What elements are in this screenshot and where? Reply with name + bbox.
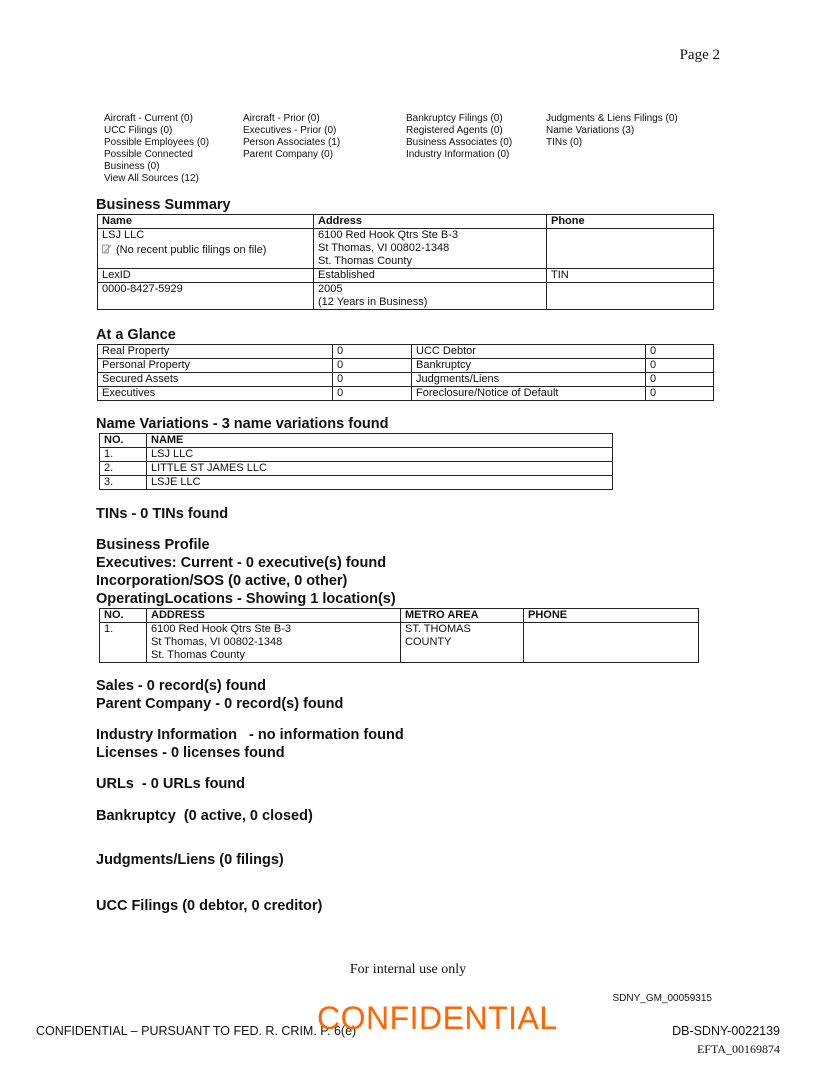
- source-link[interactable]: Judgments & Liens Filings (0): [546, 113, 678, 124]
- business-profile-heading: Business Profile: [96, 537, 210, 553]
- source-link[interactable]: Parent Company (0): [243, 149, 334, 160]
- sources-column-2: [243, 113, 340, 161]
- glance-label: Secured Assets: [98, 373, 333, 387]
- address-line: 6100 Red Hook Qtrs Ste B-3: [318, 229, 459, 241]
- filings-note: (No recent public filings on file): [116, 244, 267, 256]
- glance-value: 0: [646, 359, 714, 373]
- glance-label: Real Property: [98, 345, 333, 359]
- metro-line: COUNTY: [405, 636, 452, 648]
- header-address: Address: [314, 215, 547, 229]
- internal-use-note: For internal use only: [349, 962, 467, 977]
- operating-locations-heading: OperatingLocations - Showing 1 location(s): [96, 591, 396, 607]
- parent-company-heading: Parent Company - 0 record(s) found: [96, 696, 344, 712]
- source-link[interactable]: Industry Information (0): [406, 149, 510, 160]
- urls-heading: URLs - 0 URLs found: [96, 776, 246, 792]
- variation-name: LITTLE ST JAMES LLC: [147, 462, 613, 476]
- note-icon: [102, 244, 112, 254]
- source-link[interactable]: Person Associates (1): [243, 137, 341, 148]
- address-line: St Thomas, VI 00802-1348: [318, 242, 450, 254]
- industry-heading: Industry Information - no information found: [96, 727, 404, 743]
- business-phone-cell: [547, 229, 714, 269]
- header-name: NAME: [147, 434, 613, 448]
- glance-value: 0: [646, 345, 714, 359]
- sales-heading: Sales - 0 record(s) found: [96, 678, 267, 694]
- source-link[interactable]: Business (0): [104, 161, 160, 172]
- table-row: [100, 448, 613, 462]
- at-a-glance-table: [97, 344, 714, 401]
- glance-label: Judgments/Liens: [412, 373, 646, 387]
- label-tin: TIN: [547, 269, 714, 283]
- header-no: NO.: [100, 609, 147, 623]
- header-name: Name: [98, 215, 314, 229]
- header-no: NO.: [100, 434, 147, 448]
- glance-value: 0: [646, 373, 714, 387]
- years-in-business: (12 Years in Business): [318, 296, 428, 308]
- established-value: 2005: [318, 283, 343, 295]
- incorporation-heading: Incorporation/SOS (0 active, 0 other): [96, 573, 348, 589]
- row-number: 3.: [100, 476, 147, 490]
- variation-name: LSJE LLC: [147, 476, 613, 490]
- name-variations-heading: Name Variations - 3 name variations found: [96, 416, 389, 432]
- ucc-heading: UCC Filings (0 debtor, 0 creditor): [96, 898, 323, 914]
- confidential-stamp: CONFIDENTIAL: [317, 1000, 558, 1036]
- header-phone: PHONE: [524, 609, 699, 623]
- business-summary-heading: Business Summary: [96, 197, 231, 213]
- variation-name: LSJ LLC: [147, 448, 613, 462]
- business-summary-table: [97, 214, 714, 310]
- glance-label: UCC Debtor: [412, 345, 646, 359]
- location-address: [147, 623, 401, 663]
- efta-number: EFTA_00169874: [696, 1042, 780, 1056]
- source-link[interactable]: Executives - Prior (0): [243, 125, 337, 136]
- sources-column-4: [546, 113, 678, 149]
- header-address: ADDRESS: [147, 609, 401, 623]
- source-link[interactable]: Name Variations (3): [546, 125, 635, 136]
- glance-value: 0: [333, 345, 412, 359]
- label-lexid: LexID: [98, 269, 314, 283]
- source-link[interactable]: Possible Connected: [104, 149, 193, 160]
- judgments-heading: Judgments/Liens (0 filings): [96, 852, 284, 868]
- at-a-glance-heading: At a Glance: [96, 327, 176, 343]
- source-link[interactable]: UCC Filings (0): [104, 125, 173, 136]
- source-link[interactable]: TINs (0): [546, 137, 583, 148]
- business-address-cell: [314, 229, 547, 269]
- bates-number-2: DB-SDNY-0022139: [672, 1024, 780, 1038]
- operating-locations-table: [99, 608, 699, 663]
- row-number: 1.: [100, 623, 147, 663]
- licenses-heading: Licenses - 0 licenses found: [96, 745, 285, 761]
- glance-label: Executives: [98, 387, 333, 401]
- address-line: St. Thomas County: [151, 649, 245, 661]
- location-metro: [401, 623, 524, 663]
- row-number: 2.: [100, 462, 147, 476]
- tins-heading: TINs - 0 TINs found: [96, 506, 229, 522]
- confidential-notice: CONFIDENTIAL – PURSUANT TO FED. R. CRIM. P. 6(e): [36, 1024, 357, 1038]
- established-cell: [314, 283, 547, 310]
- business-name-cell: [98, 229, 314, 269]
- executives-heading: Executives: Current - 0 executive(s) found: [96, 555, 387, 571]
- bankruptcy-heading: Bankruptcy (0 active, 0 closed): [96, 808, 313, 824]
- bates-number: SDNY_GM_00059315: [612, 993, 712, 1004]
- source-link[interactable]: Bankruptcy Filings (0): [406, 113, 503, 124]
- glance-label: Foreclosure/Notice of Default: [412, 387, 646, 401]
- page-number: Page 2: [679, 47, 720, 63]
- label-established: Established: [314, 269, 547, 283]
- row-number: 1.: [100, 448, 147, 462]
- table-row: [100, 476, 613, 490]
- source-link[interactable]: Possible Employees (0): [104, 137, 210, 148]
- table-row: [100, 462, 613, 476]
- location-phone: [524, 623, 699, 663]
- source-link[interactable]: View All Sources (12): [104, 173, 199, 184]
- metro-line: ST. THOMAS: [405, 623, 471, 635]
- header-phone: Phone: [547, 215, 714, 229]
- address-line: 6100 Red Hook Qtrs Ste B-3: [151, 623, 292, 635]
- source-link[interactable]: Registered Agents (0): [406, 125, 503, 136]
- source-link[interactable]: Business Associates (0): [406, 137, 513, 148]
- sources-column-3: [406, 113, 512, 161]
- glance-value: 0: [333, 373, 412, 387]
- glance-label: Personal Property: [98, 359, 333, 373]
- glance-value: 0: [333, 359, 412, 373]
- business-name: LSJ LLC: [102, 229, 145, 241]
- address-line: St Thomas, VI 00802-1348: [151, 636, 283, 648]
- sources-column-1: [104, 113, 209, 185]
- tin-value: [547, 283, 714, 310]
- glance-value: 0: [333, 387, 412, 401]
- name-variations-table: [99, 433, 613, 490]
- glance-label: Bankruptcy: [412, 359, 646, 373]
- address-line: St. Thomas County: [318, 255, 412, 267]
- source-link[interactable]: Aircraft - Prior (0): [243, 113, 320, 124]
- table-row: [100, 623, 699, 663]
- glance-value: 0: [646, 387, 714, 401]
- source-link[interactable]: Aircraft - Current (0): [104, 113, 193, 124]
- header-metro-area: METRO AREA: [401, 609, 524, 623]
- lexid-value: 0000-8427-5929: [98, 283, 314, 310]
